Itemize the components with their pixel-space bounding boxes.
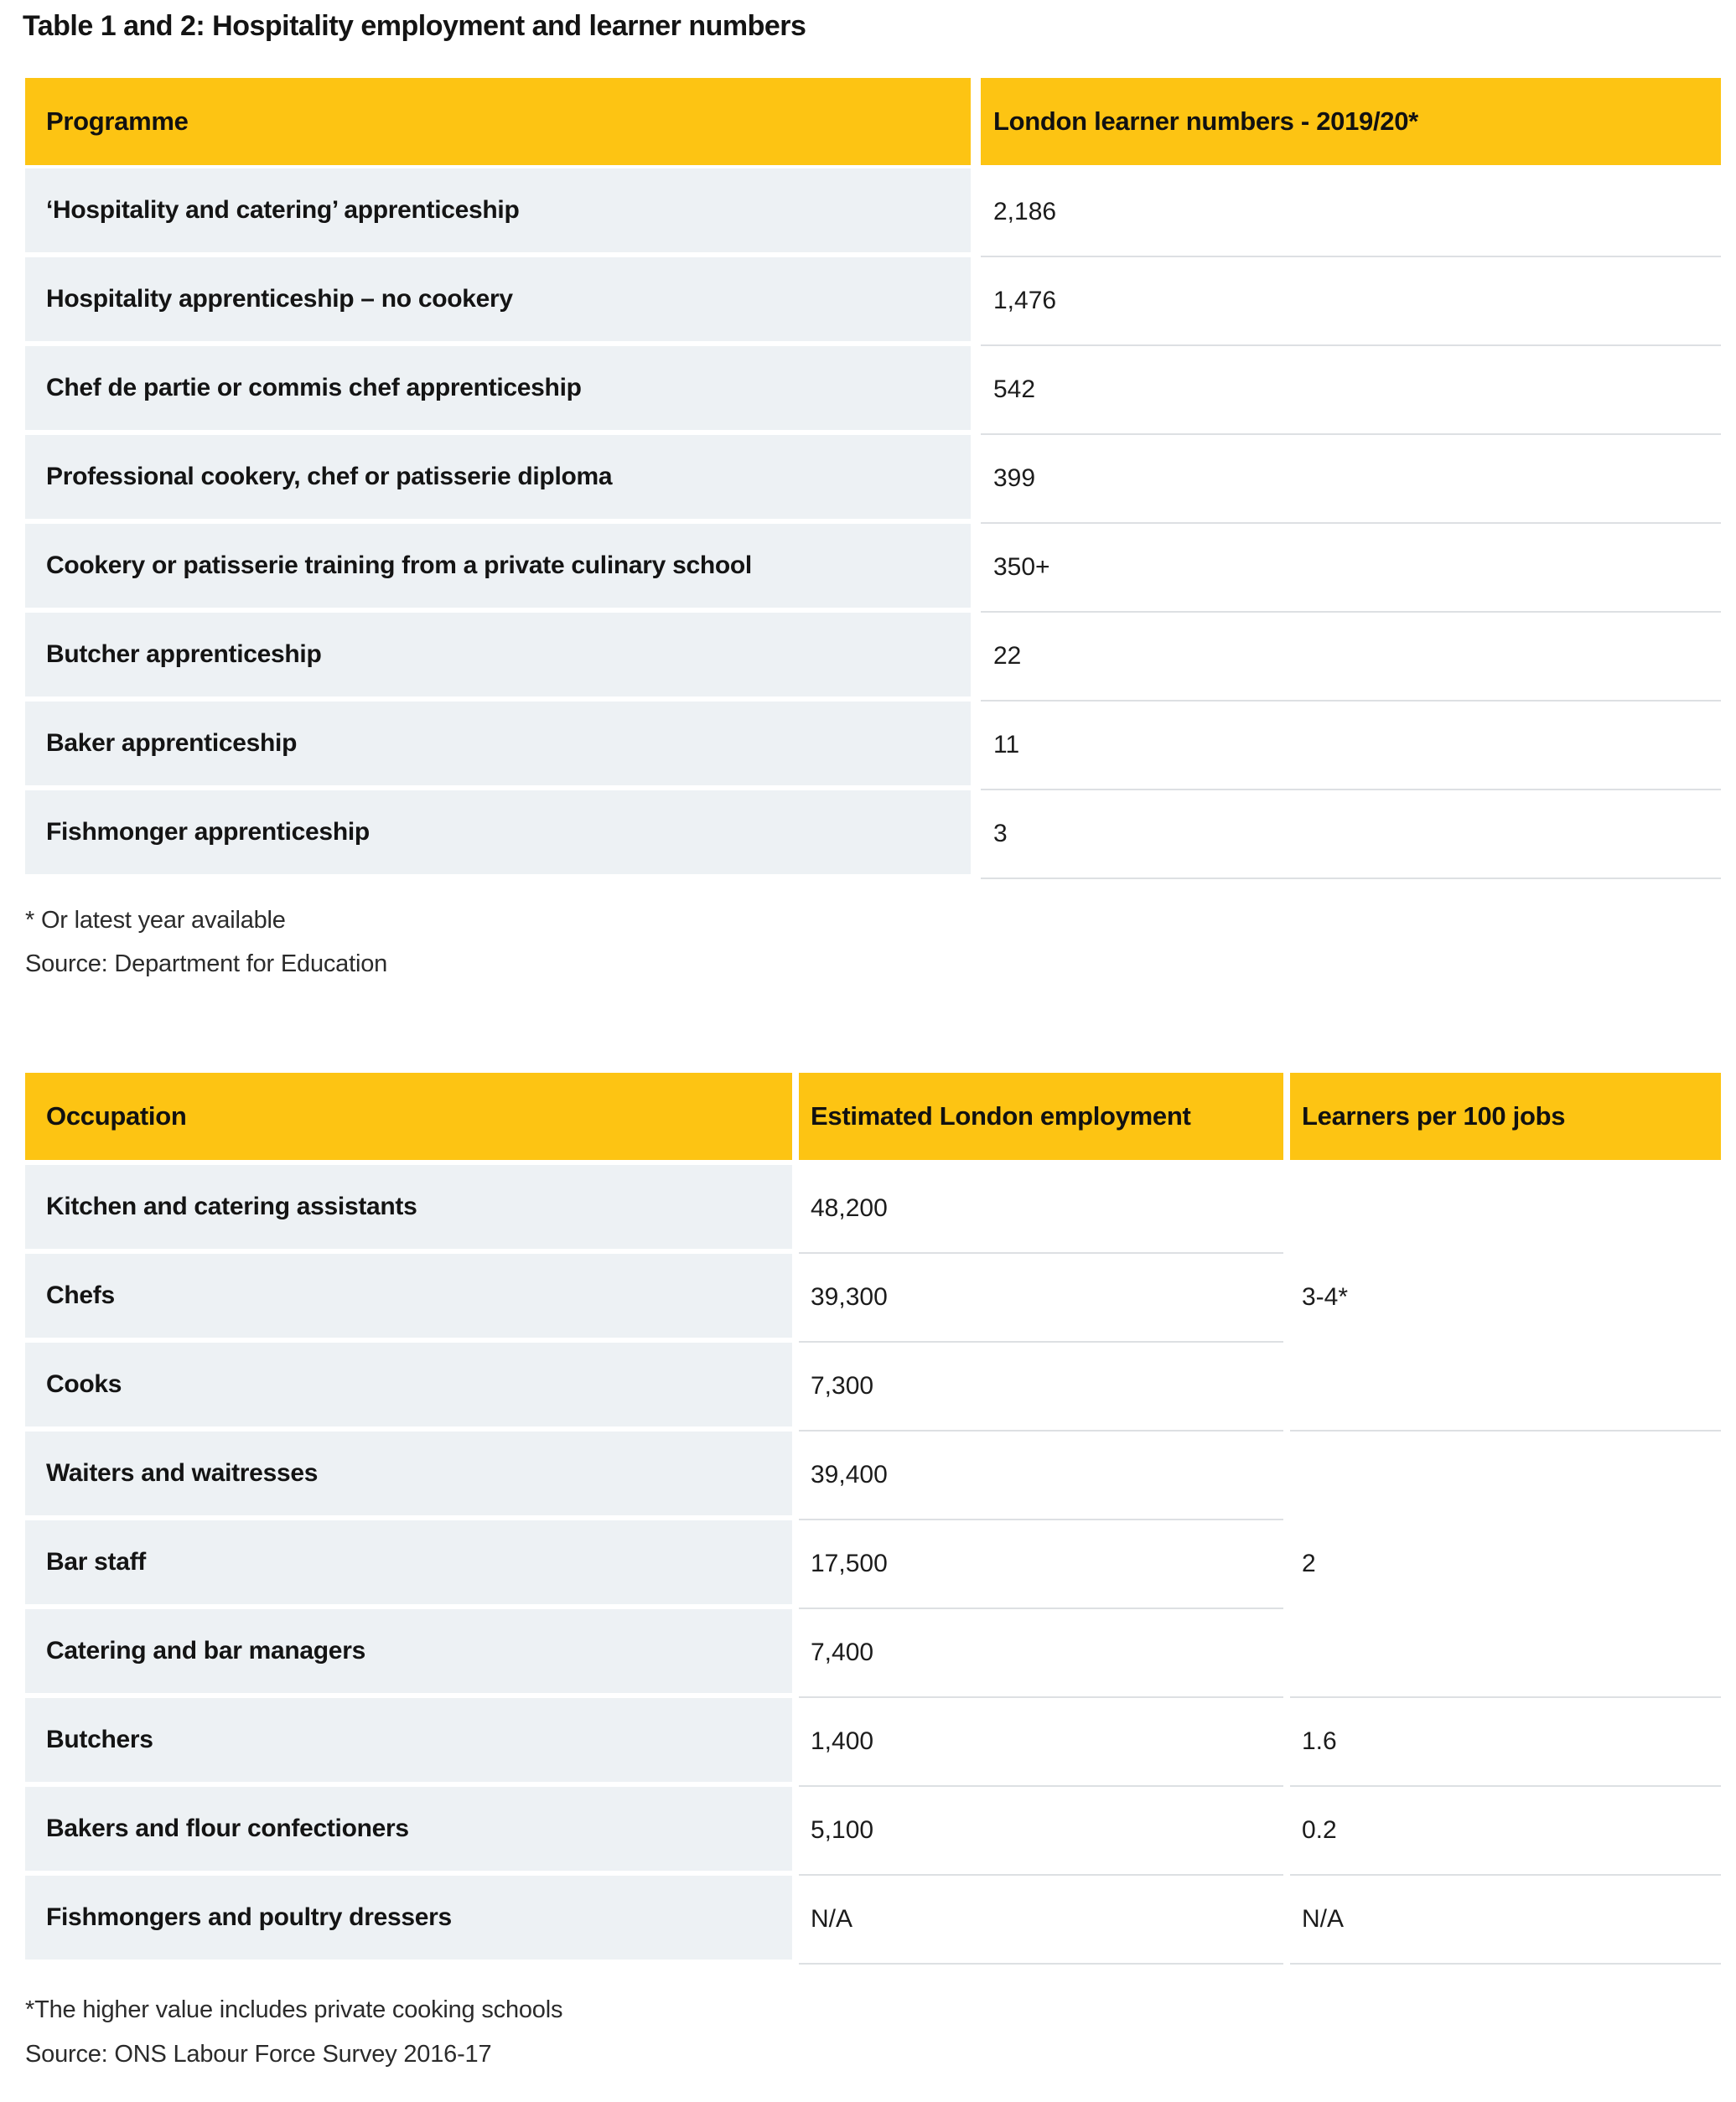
- programme-cell: Hospitality apprenticeship – no cookery: [25, 257, 971, 346]
- employment-cell: 7,400: [799, 1609, 1283, 1698]
- programme-cell: ‘Hospitality and catering’ apprenticeship: [25, 168, 971, 257]
- employment-cell: N/A: [799, 1876, 1283, 1965]
- employment-table: [25, 1073, 1721, 1965]
- column-divider: [971, 702, 981, 790]
- table-row: [25, 168, 1721, 257]
- column-divider: [971, 346, 981, 435]
- occupation-cell: Bar staff: [25, 1520, 792, 1609]
- programme-cell: Professional cookery, chef or patisserie diploma: [25, 435, 971, 524]
- employment-column-header: Estimated London employment: [799, 1073, 1283, 1160]
- ratio-cell: 0.2: [1290, 1787, 1721, 1876]
- programme-column-header: Programme: [25, 78, 971, 165]
- occupation-cell: Catering and bar managers: [25, 1609, 792, 1698]
- employment-cell: 39,300: [799, 1254, 1283, 1343]
- column-divider: [1283, 1165, 1290, 1965]
- learner-numbers-table-header: [25, 78, 1721, 165]
- programme-cell: Baker apprenticeship: [25, 702, 971, 790]
- column-divider: [792, 1073, 799, 1160]
- employment-cell: 1,400: [799, 1698, 1283, 1787]
- table-row: [25, 257, 1721, 346]
- column-divider: [971, 78, 981, 165]
- ratio-cell-merged: 3-4*: [1290, 1165, 1721, 1432]
- ratio-column: [1290, 1165, 1721, 1965]
- column-divider: [971, 613, 981, 702]
- column-divider: [971, 257, 981, 346]
- table2-source: Source: ONS Labour Force Survey 2016-17: [25, 2041, 492, 2068]
- table-row: [25, 790, 1721, 879]
- occupation-column-header: Occupation: [25, 1073, 792, 1160]
- column-divider: [1283, 1073, 1290, 1160]
- learner-count-cell: 542: [981, 346, 1721, 435]
- column-divider: [971, 435, 981, 524]
- employment-column: [799, 1165, 1283, 1965]
- employment-cell: 17,500: [799, 1520, 1283, 1609]
- occupation-cell: Kitchen and catering assistants: [25, 1165, 792, 1254]
- employment-cell: 5,100: [799, 1787, 1283, 1876]
- column-divider: [792, 1165, 799, 1965]
- learner-count-cell: 11: [981, 702, 1721, 790]
- ratio-cell: 1.6: [1290, 1698, 1721, 1787]
- employment-table-header: [25, 1073, 1721, 1160]
- learner-count-cell: 2,186: [981, 168, 1721, 257]
- table2-footnote: *The higher value includes private cooking schools: [25, 1996, 563, 2023]
- learner-count-cell: 399: [981, 435, 1721, 524]
- programme-cell: Fishmonger apprenticeship: [25, 790, 971, 879]
- table1-footnote: * Or latest year available: [25, 907, 286, 934]
- column-divider: [971, 790, 981, 879]
- ratio-cell-merged: 2: [1290, 1432, 1721, 1698]
- programme-cell: Cookery or patisserie training from a private culinary school: [25, 524, 971, 613]
- column-divider: [971, 524, 981, 613]
- learner-count-cell: 1,476: [981, 257, 1721, 346]
- ratio-cell: N/A: [1290, 1876, 1721, 1965]
- occupation-cell: Chefs: [25, 1254, 792, 1343]
- occupation-cell: Bakers and flour confectioners: [25, 1787, 792, 1876]
- learner-numbers-column-header: London learner numbers - 2019/20*: [981, 78, 1721, 165]
- occupation-cell: Cooks: [25, 1343, 792, 1432]
- occupation-cell: Waiters and waitresses: [25, 1432, 792, 1520]
- page-title: Table 1 and 2: Hospitality employment and learner numbers: [23, 10, 806, 42]
- occupation-cell: Fishmongers and poultry dressers: [25, 1876, 792, 1965]
- occupation-cell: Butchers: [25, 1698, 792, 1787]
- programme-cell: Butcher apprenticeship: [25, 613, 971, 702]
- table-row: [25, 346, 1721, 435]
- ratio-column-header: Learners per 100 jobs: [1290, 1073, 1721, 1160]
- table-row: [25, 613, 1721, 702]
- employment-cell: 48,200: [799, 1165, 1283, 1254]
- learner-count-cell: 3: [981, 790, 1721, 879]
- column-divider: [971, 168, 981, 257]
- employment-table-body: [25, 1165, 1721, 1965]
- learner-numbers-table: [25, 78, 1721, 879]
- learner-count-cell: 350+: [981, 524, 1721, 613]
- learner-count-cell: 22: [981, 613, 1721, 702]
- employment-cell: 7,300: [799, 1343, 1283, 1432]
- programme-cell: Chef de partie or commis chef apprenticeship: [25, 346, 971, 435]
- table-row: [25, 702, 1721, 790]
- table-row: [25, 435, 1721, 524]
- table-row: [25, 524, 1721, 613]
- occupation-column: [25, 1165, 792, 1965]
- table1-source: Source: Department for Education: [25, 950, 388, 977]
- employment-cell: 39,400: [799, 1432, 1283, 1520]
